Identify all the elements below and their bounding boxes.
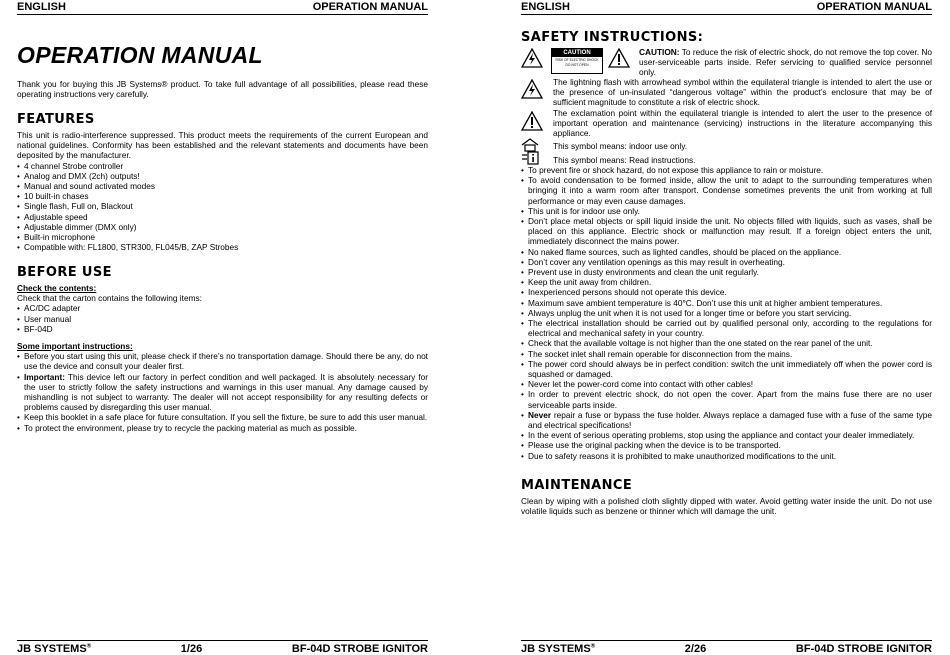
list-item-text: In the event of serious operating problems, stop using the appliance and contact your dealer immediately. [528,430,915,441]
list-item-text: Before you start using this unit, please check if there’s no transportation damage. Should there be any, do not use the device and consult your dealer first. [24,351,428,372]
list-item-text: Maximum save ambient temperature is 40°C. Don’t use this unit at higher ambient temperatures. [528,297,883,308]
list-item [521,389,932,409]
list-item: • BF-04D [17,324,428,334]
page-left [17,0,428,654]
list-item-text: Prevent use in dusty environments and clean the unit regularly. [528,267,759,278]
list-item-bold: Never [528,409,552,420]
list-item: • Adjustable speed [17,212,428,222]
page-right [521,0,932,654]
caution-paragraph [639,47,932,78]
document-title: OPERATION MANUAL [17,42,263,68]
list-item-text: This device left our factory in perfect condition and well packaged. It is absolutely necessary for the user to strictly follow the safety instructions and warnings in this user manual. Any damage caused by mishandling is not subject to warranty. The dealer will not accept responsibility for any resulting defects or problems caused by disregarding this user manual. [24,371,428,413]
list-item-text: The socket inlet shall remain operable for disconnection from the mains. [528,348,793,359]
header-language: ENGLISH [17,1,66,13]
caution-label-text: CAUTION [552,49,602,57]
caution-bold: CAUTION: [639,47,680,57]
list-item [521,451,932,461]
important-instructions-list [17,351,428,433]
list-item: • Compatible with: FL1800, STR300, FL045/B, ZAP Strobes [17,242,428,252]
list-item [17,351,428,371]
list-item [521,216,932,247]
list-item: • User manual [17,314,428,324]
check-contents-list [17,303,428,334]
list-item-text: Don’t cover any ventilation openings as this may result in overheating. [528,256,785,267]
features-list [17,161,428,253]
intro-paragraph: Thank you for buying this JB Systems® product. To take full advantage of all possibilities, please read these operating instructions very carefully. [17,79,428,100]
list-item [17,412,428,422]
list-item-text: repair a fuse or bypass the fuse holder. Always replace a damaged fuse with a fuse of the same type and electrical specifications! [528,409,932,431]
list-item-text: To protect the environment, please try to recycle the packing material as much as possible. [24,422,357,433]
list-item-text: Keep this booklet in a safe place for future consultation. If you sell the fixture, be sure to add this user manual. [24,412,428,423]
check-contents-title: Check the contents: [17,283,97,293]
list-item-text: Check that the available voltage is not higher than the one stated on the rear panel of the unit. [528,338,873,349]
read-instructions-text: This symbol means: Read instructions. [553,155,696,165]
caution-text: To reduce the risk of electric shock, do not remove the top cover. No user-serviceable parts inside. Refer servicing to qualified service personnel only. [639,47,932,78]
list-item-text: Never let the power-cord come into contact with other cables! [528,379,754,390]
list-item [521,175,932,206]
before-use-heading: BEFORE USE [17,265,112,280]
list-item [521,267,932,277]
list-item [17,372,428,413]
list-item-text: This unit is for indoor use only. [528,205,640,216]
lightning-symbol-text: The lightning flash with arrowhead symbol within the equilateral triangle is intended to alert the use or the presence of un-insulated “dangerous voltage” within the product’s enclosure that may be of sufficient magnitude to constitute a risk of electric shock. [553,77,932,108]
maintenance-heading: MAINTENANCE [521,478,633,493]
list-item-text: To avoid condensation to be formed inside, allow the unit to adapt to the surrounding temperatures when bringing it into a warm room after transport. Condense sometimes prevents the unit from working at full performance or may even cause damages. [528,175,932,206]
header-language: ENGLISH [521,1,570,13]
safety-heading: SAFETY INSTRUCTIONS: [521,30,704,45]
footer-page-number: 2/26 [684,643,707,655]
header-title: OPERATION MANUAL [312,1,428,13]
indoor-use-text: This symbol means: indoor use only. [553,141,688,151]
list-item-text: Keep the unit away from children. [528,277,652,288]
features-heading: FEATURES [17,112,95,127]
list-item-text: The electrical installation should be carried out by qualified personal only, according to the regulations for electrical and mechanical safety in your country. [528,318,932,339]
exclamation-symbol-text: The exclamation point within the equilateral triangle is intended to alert the user to the presence of important operation and maintenance (servicing) instructions in the literature accompanying this appliance. [553,108,932,139]
list-item: • 10 built-in chases [17,191,428,201]
list-item-text: The power cord should always be in perfect condition: switch the unit immediately off when the power cord is squashed or damaged. [528,358,932,380]
list-item-text: In order to prevent electric shock, do not open the cover. Apart from the mains fuse there are no user serviceable parts inside. [528,389,932,410]
features-section [17,112,428,252]
lightning-warning-icon [521,48,545,70]
list-item-text: To prevent fire or shock hazard, do not expose this appliance to rain or moisture. [528,165,824,175]
list-item [521,165,932,175]
list-item [521,410,932,430]
list-item [521,440,932,450]
list-item [521,298,932,308]
page-header [17,0,428,15]
list-item [521,379,932,389]
list-item: • Manual and sound activated modes [17,181,428,191]
list-item [521,206,932,216]
before-use-section [17,265,428,433]
footer-brand: JB SYSTEMS [521,643,591,655]
list-item: • 4 channel Strobe controller [17,161,428,171]
footer-model: BF-04D STROBE IGNITOR [291,643,428,655]
list-item [521,247,932,257]
list-item [521,349,932,359]
footer-model: BF-04D STROBE IGNITOR [795,643,932,655]
list-item [521,308,932,318]
list-item [521,318,932,338]
maintenance-section [521,478,932,516]
page-footer [17,640,428,655]
safety-instructions-list [521,165,932,461]
exclamation-warning-icon [608,48,632,70]
list-item [521,430,932,440]
lightning-symbol-icon [521,79,543,104]
page-header [521,0,932,15]
list-item [521,287,932,297]
important-instructions-title: Some important instructions: [17,341,133,352]
list-item [521,257,932,267]
exclamation-symbol-icon [521,111,543,136]
check-contents-text: Check that the carton contains the following items: [17,293,202,304]
list-item-text: Don’t place metal objects or spill liquid inside the unit. No objects filled with liquids, such as vases, shall be placed on this appliance. Electric shock or malfunction may result. If a foreign object enters the unit, immediately disconnect the mains power. [528,216,932,247]
footer-registered-mark: ® [86,643,92,650]
maintenance-paragraph: Clean by wiping with a polished cloth slightly dipped with water. Avoid getting water inside the unit. Do not use volatile liquids such as benzene or thinner which will damage the unit. [521,496,932,517]
list-item: • AC/DC adapter [17,303,428,313]
list-item: • Built-in microphone [17,232,428,242]
footer-page-number: 1/26 [180,643,203,655]
list-item: • Adjustable dimmer (DMX only) [17,222,428,232]
list-item [521,359,932,379]
list-item-text: No naked flame sources, such as lighted candles, should be placed on the appliance. [528,246,842,257]
list-item-text: Always unplug the unit when it is not used for a longer time or before you start servicing. [528,307,852,318]
list-item-text: Due to safety reasons it is prohibited to make unauthorized modifications to the unit. [528,450,837,461]
footer-registered-mark: ® [590,643,596,650]
list-item-bold: Important: [24,371,66,382]
header-title: OPERATION MANUAL [816,1,932,13]
list-item [521,277,932,287]
footer-brand: JB SYSTEMS [17,643,87,655]
list-item: • Analog and DMX (2ch) outputs! [17,171,428,181]
page-footer [521,640,932,655]
list-item: • Single flash, Full on, Blackout [17,201,428,211]
caution-label-icon [551,48,603,74]
list-item-text: Inexperienced persons should not operate this device. [528,287,727,298]
list-item [17,423,428,433]
list-item [521,338,932,348]
list-item-text: Please use the original packing when the device is to be transported. [528,440,781,451]
features-paragraph: This unit is radio-interference suppressed. This product meets the requirements of the current European and national guidelines. Conformity has been established and the relevant statements and documents have been deposited by the manufacturer. [17,130,428,161]
caution-label-subtext: RISK OF ELECTRIC SHOCK DO NOT OPEN [555,58,599,67]
